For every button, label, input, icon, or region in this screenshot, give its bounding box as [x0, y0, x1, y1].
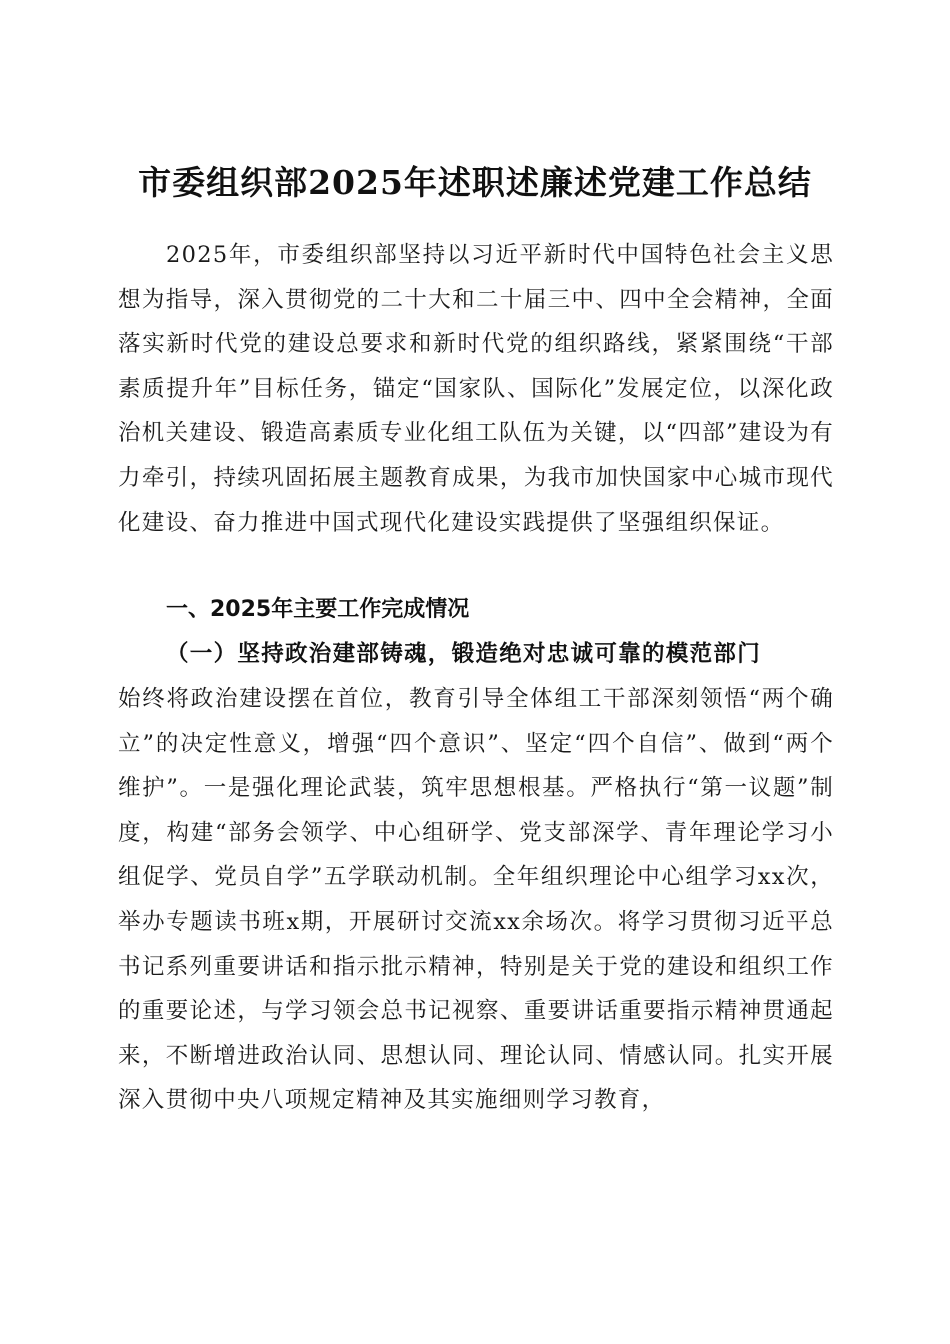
section-heading: 一、2025年主要工作完成情况: [166, 597, 470, 622]
intro-paragraph: 2025年，市委组织部坚持以习近平新时代中国特色社会主义思想为指导，深入贯彻党的二十大和二十届三中、四中全会精神，全面落实新时代党的建设总要求和新时代党的组织路线，紧紧围绕“干部素质提升年”目标任务，锚定“国家队、国际化”发展定位，以深化政治机关建设、锻造高素质专业化组工队伍为关键，以“四部”建设为有力牵引，持续巩固拓展主题教育成果，为我市加快国家中心城市现代化建设、奋力推进中国式现代化建设实践提供了坚强组织保证。: [118, 242, 834, 536]
subsection-paragraph: 始终将政治建设摆在首位，教育引导全体组工干部深刻领悟“两个确立”的决定性意义，增强“四个意识”、坚定“四个自信”、做到“两个维护”。一是强化理论武装，筑牢思想根基。严格执行“第一议题”制度，构建“部务会领学、中心组研学、党支部深学、青年理论学习小组促学、党员自学”五学联动机制。全年组织理论中心组学习xx次，举办专题读书班x期，开展研讨交流xx余场次。将学习贯彻习近平总书记系列重要讲话和指示批示精神，特别是关于党的建设和组织工作的重要论述，与学习领会总书记视察、重要讲话重要指示精神贯通起来，不断增进政治认同、思想认同、理论认同、情感认同。扎实开展深入贯彻中央八项规定精神及其实施细则学习教育，: [118, 686, 834, 1114]
document-title: 市委组织部2025年述职述廉述党建工作总结: [138, 163, 812, 203]
subsection-heading: （一）坚持政治建部铸魂，锻造绝对忠诚可靠的模范部门: [166, 641, 762, 667]
